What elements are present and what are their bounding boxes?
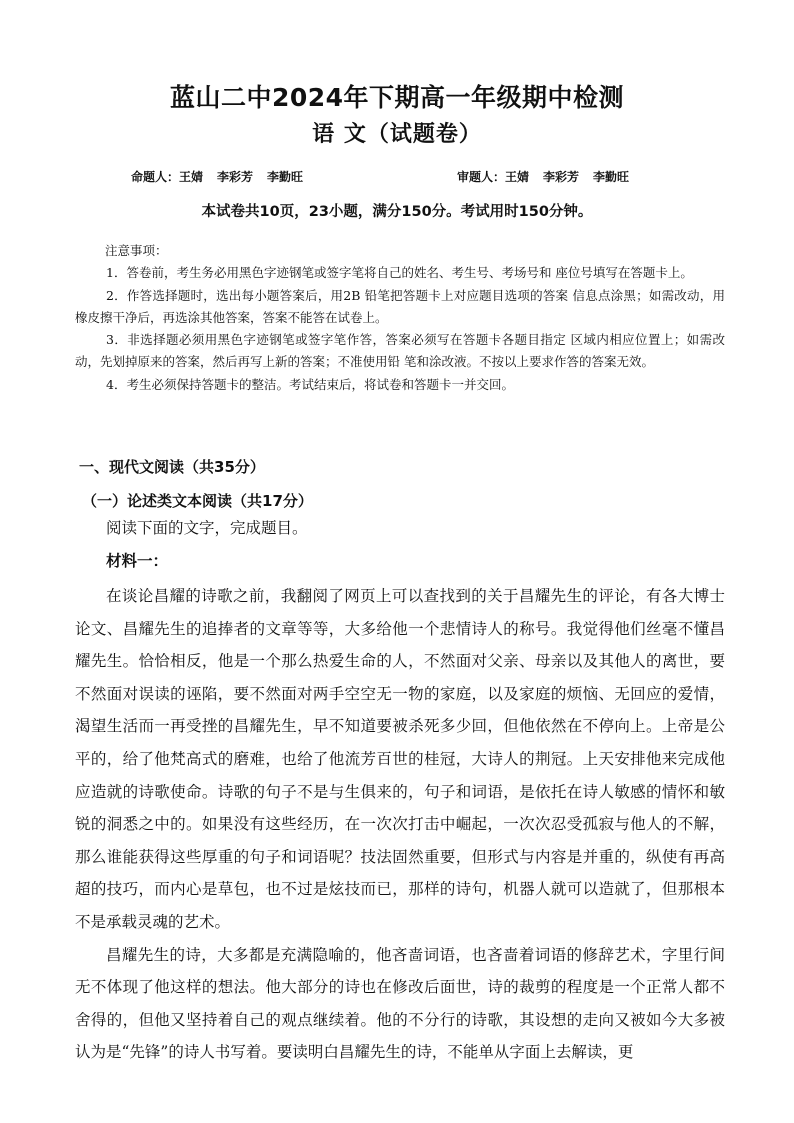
- passage-paragraph: 昌耀先生的诗，大多都是充满隐喻的，他吝啬词语，也吝啬着词语的修辞艺术，字里行间无不体现了他这样的想法。他大部分的诗也在修改后面世，诗的裁剪的程度是一个正常人都不舍得的，但他又坚持着自己的观点继续着。他的不分行的诗歌，其设想的走向又被如今大多被认为是“先锋”的诗人书写着。要读明白昌耀先生的诗，不能单从字面上去解读，更: [75, 945, 725, 1062]
- exam-info: 本试卷共10页，23小题，满分150分。考试用时150分钟。: [201, 204, 593, 220]
- reviewers-line: [457, 168, 643, 185]
- subsection-heading: （一）论述类文本阅读（共17分）: [82, 492, 313, 510]
- passage-paragraph: 在谈论昌耀的诗歌之前，我翻阅了网页上可以查找到的关于昌耀先生的评论，有各大博士论文、昌耀先生的追捧者的文章等等，大多给他一个悲情诗人的称号。我觉得他们丝毫不懂昌耀先生。恰恰相反，他是一个那么热爱生命的人，不然面对父亲、母亲以及其他人的离世，要不然面对误读的诬陷，要不然面对两手空空无一物的家庭，以及家庭的烦恼、无回应的爱情，渴望生活而一再受挫的昌耀先生，早不知道要被杀死多少回，但他依然在不停向上。上帝是公平的，给了他梵高式的磨难，也给了他流芳百世的桂冠，大诗人的荆冠。上天安排他来完成他应造就的诗歌使命。诗歌的句子不是与生俱来的，句子和词语，是依托在诗人敏感的情怀和敏锐的洞悉之中的。如果没有这些经历，在一次次打击中崛起，一次次忍受孤寂与他人的不解，那么谁能获得这些厚重的句子和词语呢？技法固然重要，但形式与内容是并重的，纵使有再高超的技巧，而内心是草包，也不过是炫技而已，那样的诗句，机器人就可以造就了，但那根本不是承载灵魂的艺术。: [75, 587, 725, 931]
- setter-name: 李彩芳: [217, 170, 254, 184]
- note-item: 4．考生必须保持答题卡的整洁。考试结束后，将试卷和答题卡一并交回。: [106, 376, 514, 392]
- note-item: 2．作答选择题时，选出每小题答案后，用2B 铅笔把答题卡上对应题目选项的答案 信息点涂黑；如需改动，用橡皮擦干净后，再选涂其他答案，答案不能答在试卷上。: [75, 287, 725, 325]
- section-heading: 一、现代文阅读（共35分）: [79, 458, 265, 476]
- material-label: 材料一：: [106, 552, 169, 570]
- notes-heading: 注意事项：: [105, 243, 168, 258]
- exam-subtitle: 语 文（试题卷）: [312, 122, 482, 147]
- exam-title: 蓝山二中2024年下期高一年级期中检测: [169, 83, 625, 112]
- notes-block: [75, 240, 725, 396]
- reviewer-name: 李彩芳: [543, 170, 580, 184]
- reviewers-label: 审题人：王婧: [457, 170, 530, 184]
- reviewer-name: 李勤旺: [593, 170, 630, 184]
- setter-name: 李勤旺: [267, 170, 304, 184]
- setters-line: [131, 168, 317, 185]
- note-item: 3．非选择题必须用黑色字迹钢笔或签字笔作答，答案必须写在答题卡各题目指定 区域内相应位置上；如需改动，先划掉原来的答案，然后再写上新的答案；不准使用铅 笔和涂改液。不按以上要求作答的答案无效。: [75, 332, 725, 370]
- reading-instruction: 阅读下面的文字，完成题目。: [106, 519, 308, 537]
- note-item: 1．答卷前，考生务必用黑色字迹钢笔或签字笔将自己的姓名、考生号、考场号和 座位号填写在答题卡上。: [106, 265, 693, 281]
- setters-label: 命题人：王婧: [131, 170, 204, 184]
- reading-passage: [75, 580, 725, 1069]
